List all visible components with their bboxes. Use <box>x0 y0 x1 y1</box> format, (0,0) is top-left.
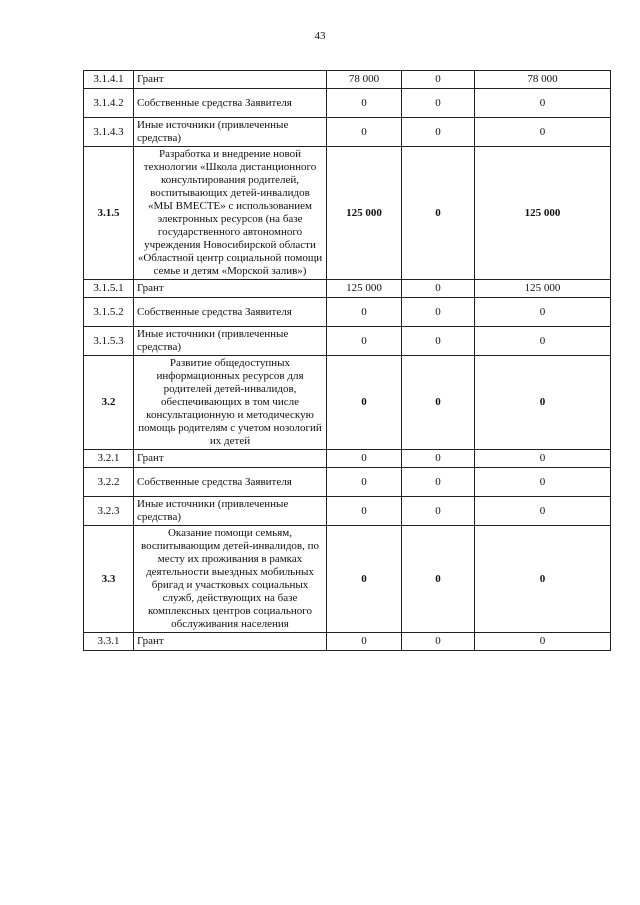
row-description: Иные источники (привлеченные средства) <box>134 497 327 526</box>
table-row <box>84 118 611 147</box>
row-value-total: 0 <box>475 89 611 118</box>
row-value-total: 0 <box>475 327 611 356</box>
row-number: 3.3 <box>84 526 134 633</box>
row-value-2: 0 <box>402 450 475 468</box>
row-description: Грант <box>134 71 327 89</box>
row-number: 3.1.4.3 <box>84 118 134 147</box>
row-value-1: 0 <box>327 356 402 450</box>
section-row <box>84 526 611 633</box>
row-number: 3.1.4.1 <box>84 71 134 89</box>
row-value-2: 0 <box>402 298 475 327</box>
row-value-1: 125 000 <box>327 280 402 298</box>
table-row <box>84 280 611 298</box>
table-row <box>84 89 611 118</box>
row-value-total: 0 <box>475 633 611 651</box>
row-number: 3.1.4.2 <box>84 89 134 118</box>
row-value-total: 0 <box>475 468 611 497</box>
row-value-2: 0 <box>402 89 475 118</box>
row-description: Грант <box>134 450 327 468</box>
row-value-2: 0 <box>402 118 475 147</box>
row-value-total: 125 000 <box>475 147 611 280</box>
row-description: Развитие общедоступных информационных ресурсов для родителей детей-инвалидов, обеспечивающих в том числе консультационную и методическую помощь родителям с учетом нозологий их детей <box>134 356 327 450</box>
row-description: Собственные средства Заявителя <box>134 89 327 118</box>
table-row <box>84 298 611 327</box>
row-number: 3.3.1 <box>84 633 134 651</box>
row-value-2: 0 <box>402 327 475 356</box>
row-value-1: 0 <box>327 526 402 633</box>
row-value-1: 0 <box>327 633 402 651</box>
row-value-total: 125 000 <box>475 280 611 298</box>
row-value-total: 0 <box>475 298 611 327</box>
row-description: Собственные средства Заявителя <box>134 298 327 327</box>
table-row <box>84 497 611 526</box>
row-number: 3.2.2 <box>84 468 134 497</box>
budget-table-body <box>84 71 611 651</box>
section-row <box>84 147 611 280</box>
row-value-1: 0 <box>327 450 402 468</box>
row-value-1: 0 <box>327 497 402 526</box>
row-value-1: 0 <box>327 298 402 327</box>
table-row <box>84 71 611 89</box>
section-row <box>84 356 611 450</box>
row-value-total: 0 <box>475 356 611 450</box>
row-number: 3.1.5.3 <box>84 327 134 356</box>
row-value-1: 0 <box>327 118 402 147</box>
row-value-1: 125 000 <box>327 147 402 280</box>
row-value-total: 78 000 <box>475 71 611 89</box>
row-description: Собственные средства Заявителя <box>134 468 327 497</box>
row-value-2: 0 <box>402 71 475 89</box>
budget-table <box>83 70 611 651</box>
row-description: Оказание помощи семьям, воспитывающим детей-инвалидов, по месту их проживания в рамках деятельности выездных мобильных бригад и участковых социальных служб, действующих на базе комплексных центров социального обслуживания населения <box>134 526 327 633</box>
row-value-2: 0 <box>402 147 475 280</box>
row-description: Иные источники (привлеченные средства) <box>134 327 327 356</box>
row-description: Иные источники (привлеченные средства) <box>134 118 327 147</box>
row-number: 3.1.5.1 <box>84 280 134 298</box>
row-value-2: 0 <box>402 526 475 633</box>
page-number: 43 <box>314 30 326 42</box>
row-value-total: 0 <box>475 450 611 468</box>
row-value-2: 0 <box>402 468 475 497</box>
row-number: 3.2.1 <box>84 450 134 468</box>
table-row <box>84 327 611 356</box>
row-value-total: 0 <box>475 497 611 526</box>
row-number: 3.1.5 <box>84 147 134 280</box>
row-value-1: 0 <box>327 89 402 118</box>
row-description: Грант <box>134 633 327 651</box>
table-row <box>84 468 611 497</box>
row-value-1: 0 <box>327 468 402 497</box>
row-value-total: 0 <box>475 526 611 633</box>
row-value-2: 0 <box>402 497 475 526</box>
table-row <box>84 450 611 468</box>
row-value-1: 78 000 <box>327 71 402 89</box>
row-value-2: 0 <box>402 280 475 298</box>
row-description: Разработка и внедрение новой технологии «Школа дистанционного консультирования родителей, воспитывающих детей-инвалидов «МЫ ВМЕСТЕ» с использованием электронных ресурсов (на базе государственного автономного учреждения Новосибирской области «Областной центр социальной помощи семье и детям «Морской залив») <box>134 147 327 280</box>
row-value-2: 0 <box>402 356 475 450</box>
row-value-1: 0 <box>327 327 402 356</box>
row-value-2: 0 <box>402 633 475 651</box>
row-value-total: 0 <box>475 118 611 147</box>
row-number: 3.2 <box>84 356 134 450</box>
table-row <box>84 633 611 651</box>
row-description: Грант <box>134 280 327 298</box>
row-number: 3.2.3 <box>84 497 134 526</box>
row-number: 3.1.5.2 <box>84 298 134 327</box>
